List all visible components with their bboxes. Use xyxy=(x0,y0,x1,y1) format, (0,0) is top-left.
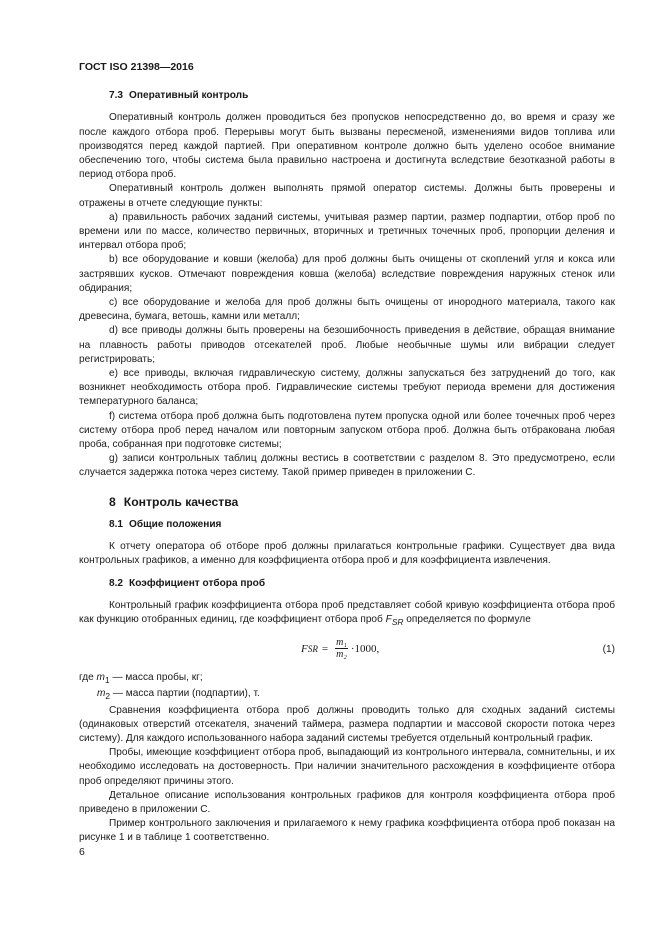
section-7-3-heading xyxy=(79,89,615,103)
paragraph: Оперативный контроль должен проводиться без пропусков непосредственно до, во время и сразу же после каждого отбора проб. Перерывы могут быть вызваны пересменой, изменениями видов топлива или производятся перед каждой партией. При оперативном контроле должно быть уделено особое внимание обеспечению того, чтобы система была правильно настроена и достигнута вследствие безотказной работы в период отбора проб. xyxy=(79,112,615,181)
section-title: Контроль качества xyxy=(123,494,239,509)
fraction xyxy=(335,637,348,660)
list-item-c: c) все оборудование и желоба для проб должны быть очищены от инородного материала, такого как древесина, бумага, ветошь, камни или металл; xyxy=(79,297,615,323)
variable: m xyxy=(97,688,106,700)
list-item-e: e) все приводы, включая гидравлическую систему, должны запускаться без затруднений до того, как возникнет необходимость отбора проб. Гидравлические системы требуют периода времени для достижения температурного баланса; xyxy=(79,368,615,408)
text-run: где xyxy=(79,672,97,684)
text-run: Контрольный график коэффициента отбора проб представляет собой кривую коэффициента отбора проб как функцию отобранных единиц, где коэффициент отбора проб xyxy=(79,599,615,625)
definition-m2 xyxy=(79,687,615,703)
section-number: 7.3 xyxy=(109,90,124,102)
text-run: — масса партии (подпартии), т. xyxy=(110,688,260,700)
variable: F xyxy=(385,613,392,625)
section-title: Коэффициент отбора проб xyxy=(129,577,266,589)
list-item-d: d) все приводы должны быть проверены на безошибочность приведения в действие, обращая внимание на плавность работы приводов отсекателей проб. Любые необычные шумы или вибрации следует регистрировать; xyxy=(79,325,615,365)
definition-m1 xyxy=(79,671,615,687)
text-run: — масса пробы, кг; xyxy=(109,672,203,684)
section-8-1-heading xyxy=(79,518,615,532)
section-8-2-heading xyxy=(79,577,615,591)
list-item-g: g) записи контрольных таблиц должны вестись в соответствии с разделом 8. Это предусмотрено, если случается задержка потока через систему. Такой пример приведен в приложении С. xyxy=(79,453,615,479)
paragraph: Пробы, имеющие коэффициент отбора проб, выпадающий из контрольного интервала, сомнительны, и их необходимо исследовать на достоверность. При наличии значительного расхождения в коэффициенте отбора проб определяют причины этого. xyxy=(79,747,615,787)
formula-expression xyxy=(301,637,379,660)
document-page xyxy=(79,60,615,846)
formula-lhs-subscript: SR xyxy=(307,643,318,654)
text-run: определяется по формуле xyxy=(403,613,531,625)
formula-1 xyxy=(79,635,615,665)
section-number: 8.1 xyxy=(109,518,124,530)
variable: m xyxy=(96,672,105,684)
formula-rest: ·1000, xyxy=(350,642,380,655)
paragraph: Сравнения коэффициента отбора проб должны проводить только для сходных заданий системы (одинаковых отверстий отсекателя, значений таймера, размера подпартии и массовой скорости потока через систему). Для каждого использованного набора заданий системы требуется отдельный контрольный график. xyxy=(79,704,615,744)
section-number: 8 xyxy=(109,494,116,509)
list-item-b: b) все оборудование и ковши (желоба) для проб должны быть очищены от скоплений угля и кокса или застрявших кусков. Отмечают повреждения ковша (желоба) вследствие повреждения наружных стенок или обдирания; xyxy=(79,254,615,294)
document-header: ГОСТ ISO 21398—2016 xyxy=(79,61,194,73)
formula-lhs: F xyxy=(301,642,308,655)
fraction-numerator: m₁ xyxy=(336,637,347,649)
variable-subscript: 1 xyxy=(104,675,110,686)
section-8-heading xyxy=(79,495,615,509)
list-item-f: f) система отбора проб должна быть подготовлена путем пропуска одной или более точечных проб через систему отбора проб перед началом или повторным запуском отбора проб. Должна быть отбракована любая проба, собранная при подготовке системы; xyxy=(79,410,615,451)
fraction-denominator: m₂ xyxy=(336,649,347,661)
formula-number: (1) xyxy=(602,644,615,656)
paragraph xyxy=(79,599,615,629)
variable-definitions xyxy=(79,671,615,703)
variable-subscript: SR xyxy=(391,616,404,627)
paragraph: Пример контрольного заключения и прилагаемого к нему графика коэффициента отбора проб показан на рисунке 1 и в таблице 1 соответственно. xyxy=(79,818,615,844)
equals-sign: = xyxy=(321,642,329,655)
paragraph: Детальное описание использования контрольных графиков для контроля коэффициента отбора проб приведено в приложении С. xyxy=(79,789,615,815)
section-title: Общие положения xyxy=(129,518,222,530)
variable-subscript: 2 xyxy=(105,691,111,702)
page-number: 6 xyxy=(79,846,85,858)
paragraph: К отчету оператора об отборе проб должны прилагаться контрольные графики. Существует два вида контрольных графиков, а именно для коэффициента отбора проб и для коэффициента извлечения. xyxy=(79,541,615,567)
section-title: Оперативный контроль xyxy=(129,90,249,102)
paragraph: Оперативный контроль должен выполнять прямой оператор системы. Должны быть проверены и отражены в отчете следующие пункты: xyxy=(79,183,615,209)
section-number: 8.2 xyxy=(109,577,124,589)
list-item-a: a) правильность рабочих заданий системы, учитывая размер партии, размер подпартии, отбор проб по времени или по массе, количество первичных, вторичных и третичных точечных проб, пропорции деления и интервал отбора проб; xyxy=(79,211,615,252)
